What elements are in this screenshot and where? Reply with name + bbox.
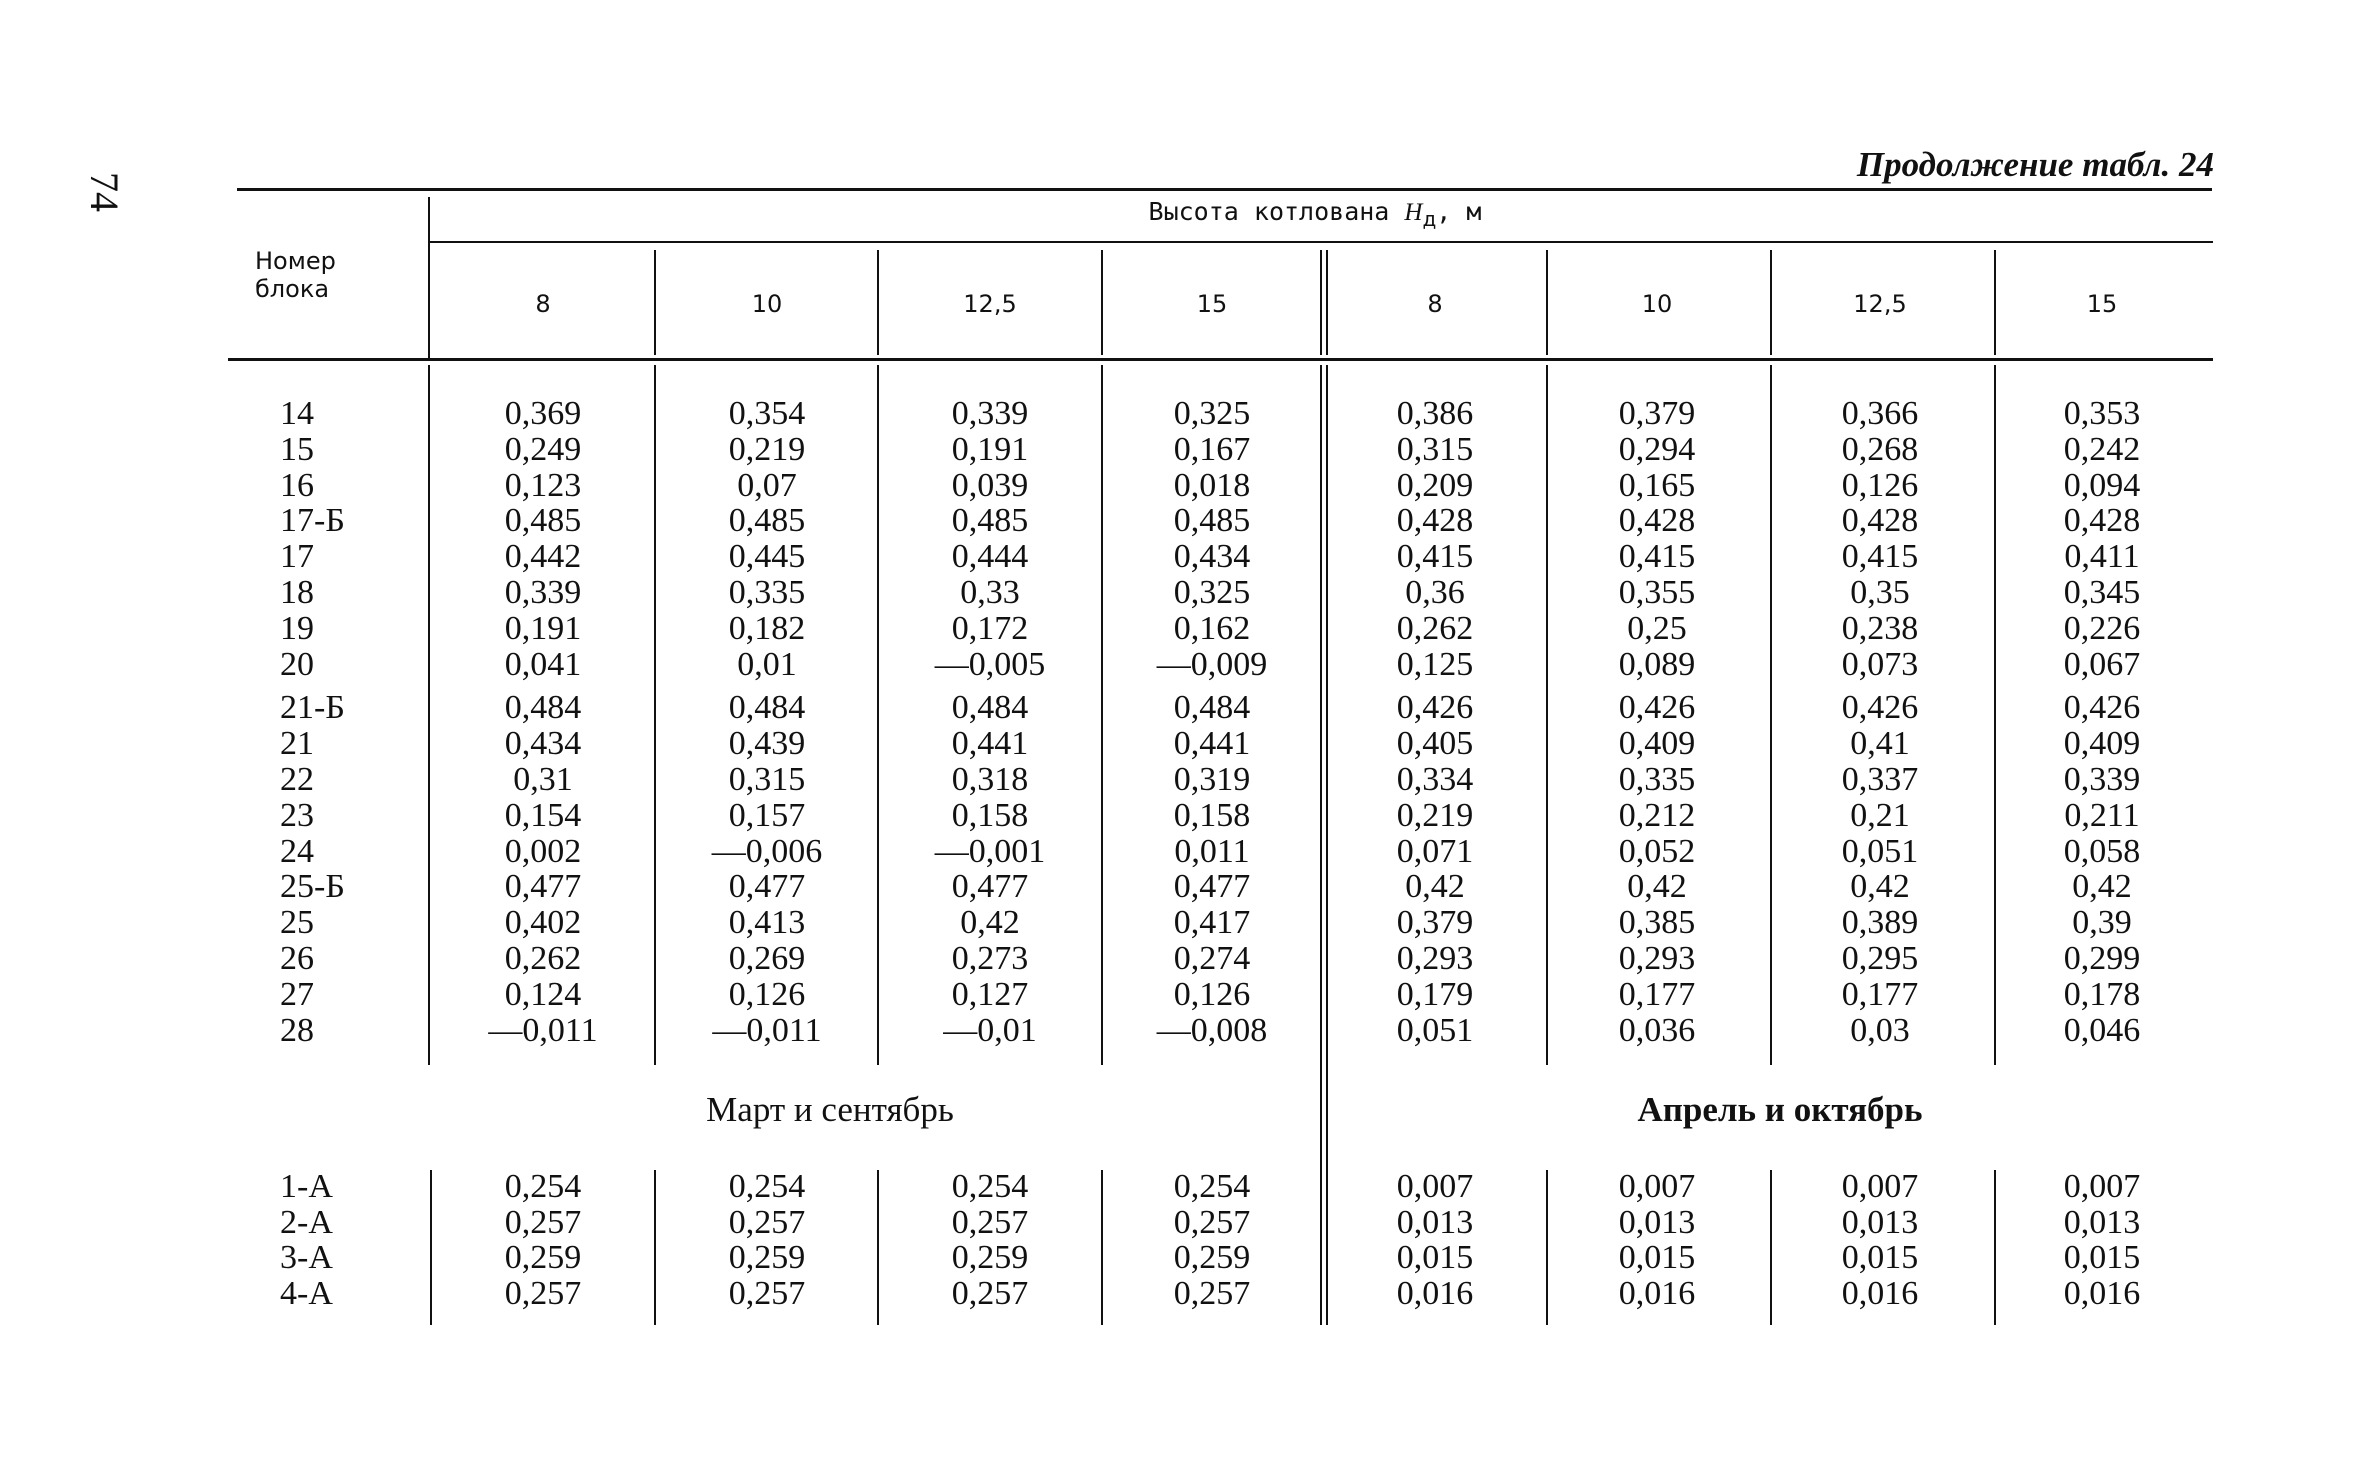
table-cell: 0,051 (1841, 832, 1919, 870)
table-cell: 0,426 (1396, 689, 1474, 727)
row-label: 17 (280, 538, 314, 576)
table-cell: 0,016 (1841, 1274, 1919, 1312)
table-cell: 0,417 (1173, 904, 1251, 942)
table-cell: 0,249 (504, 430, 582, 468)
table-cell: 0,039 (951, 466, 1029, 504)
height-title (425, 197, 2205, 231)
table-cell: 0,485 (1173, 502, 1251, 540)
table-cell: —0,011 (712, 1011, 822, 1049)
column-header: 12,5 (1853, 290, 1907, 318)
table-cell: 0,485 (951, 502, 1029, 540)
table-cell: 0,013 (1841, 1203, 1919, 1241)
table-cell: 0,426 (1618, 689, 1696, 727)
table-cell: 0,007 (1396, 1168, 1474, 1205)
table-cell: 0,007 (1618, 1168, 1696, 1205)
table-cell: 0,167 (1173, 430, 1251, 468)
table-cell: 0,011 (1174, 832, 1250, 870)
row-label: 18 (280, 574, 314, 611)
table-cell: 0,259 (504, 1239, 582, 1276)
table-cell: 0,339 (504, 574, 582, 611)
table-cell: 0,046 (2063, 1011, 2141, 1049)
table-cell: 0,238 (1841, 609, 1919, 647)
table-cell: —0,01 (943, 1011, 1037, 1049)
table-cell: 0,426 (1841, 689, 1919, 727)
row-label: 26 (280, 940, 314, 977)
table-cell: 0,41 (1850, 725, 1910, 763)
table-cell: 0,01 (737, 645, 797, 683)
table-cell: 0,257 (504, 1203, 582, 1241)
table-cell: 0,428 (1618, 502, 1696, 540)
table-cell: 0,295 (1841, 940, 1919, 977)
table-cell: 0,445 (728, 538, 806, 576)
table-cell: 0,273 (951, 940, 1029, 977)
height-title-suffix: , м (1436, 197, 1482, 226)
table-cell: 0,268 (1841, 430, 1919, 468)
divider-line (654, 365, 656, 1065)
table-cell: 0,165 (1618, 466, 1696, 504)
table-cell: 0,484 (728, 689, 806, 727)
row-label: 27 (280, 975, 314, 1013)
table-cell: 0,339 (2063, 761, 2141, 798)
row-label: 19 (280, 609, 314, 647)
table-cell: 0,36 (1405, 574, 1465, 611)
row-label: 16 (280, 466, 314, 504)
table-cell: 0,051 (1396, 1011, 1474, 1049)
table-cell: 0,089 (1618, 645, 1696, 683)
height-subscript: д (1422, 207, 1437, 231)
table-cell: 0,315 (1396, 430, 1474, 468)
table-cell: 0,127 (951, 975, 1029, 1013)
table-cell: 0,036 (1618, 1011, 1696, 1049)
table-cell: 0,405 (1396, 725, 1474, 763)
table-cell: 0,052 (1618, 832, 1696, 870)
column-header: 8 (1427, 290, 1443, 318)
table-cell: 0,402 (504, 904, 582, 942)
table-cell: 0,191 (504, 609, 582, 647)
table-cell: 0,259 (951, 1239, 1029, 1276)
table-cell: 0,123 (504, 466, 582, 504)
table-cell: 0,409 (1618, 725, 1696, 763)
table-cell: 0,191 (951, 430, 1029, 468)
table-cell: —0,001 (934, 832, 1046, 870)
row-label: 21 (280, 725, 314, 763)
table-cell: 0,162 (1173, 609, 1251, 647)
table-cell: 0,353 (2063, 395, 2141, 432)
table-cell: 0,439 (728, 725, 806, 763)
table-cell: 0,441 (1173, 725, 1251, 763)
table-cell: 0,413 (728, 904, 806, 942)
table-cell: 0,124 (504, 975, 582, 1013)
table-cell: 0,257 (1173, 1203, 1251, 1241)
table-cell: 0,442 (504, 538, 582, 576)
table-cell: 0,366 (1841, 395, 1919, 432)
table-cell: —0,006 (711, 832, 823, 870)
row-label: 2-А (280, 1203, 333, 1241)
table-cell: 0,293 (1396, 940, 1474, 977)
table-cell: 0,254 (504, 1168, 582, 1205)
divider-line (1770, 250, 1772, 355)
table-cell: 0,157 (728, 796, 806, 834)
table-cell: 0,257 (728, 1203, 806, 1241)
table-cell: 0,013 (2063, 1203, 2141, 1241)
table-cell: 0,415 (1618, 538, 1696, 576)
table-cell: 0,337 (1841, 761, 1919, 798)
table-cell: 0,254 (728, 1168, 806, 1205)
row-label: 25 (280, 904, 314, 942)
table-cell: 0,262 (504, 940, 582, 977)
table-cell: 0,058 (2063, 832, 2141, 870)
table-cell: 0,441 (951, 725, 1029, 763)
table-cell: 0,325 (1173, 395, 1251, 432)
table-cell: 0,379 (1618, 395, 1696, 432)
table-cell: 0,03 (1850, 1011, 1910, 1049)
table-cell: 0,319 (1173, 761, 1251, 798)
row-label: 28 (280, 1011, 314, 1049)
table-cell: 0,434 (504, 725, 582, 763)
table-cell: 0,25 (1627, 609, 1687, 647)
table-cell: 0,125 (1396, 645, 1474, 683)
table-cell: 0,485 (504, 502, 582, 540)
table-cell: 0,257 (951, 1203, 1029, 1241)
table-cell: 0,015 (1618, 1239, 1696, 1276)
table-cell: 0,015 (1841, 1239, 1919, 1276)
table-cell: 0,485 (728, 502, 806, 540)
table-cell: 0,379 (1396, 904, 1474, 942)
table-cell: 0,041 (504, 645, 582, 683)
table-cell: —0,008 (1156, 1011, 1268, 1049)
table-cell: 0,002 (504, 832, 582, 870)
table-cell: 0,428 (1396, 502, 1474, 540)
table-cell: 0,345 (2063, 574, 2141, 611)
divider-line (428, 197, 430, 359)
table-cell: 0,209 (1396, 466, 1474, 504)
table-cell: 0,257 (951, 1274, 1029, 1312)
table-cell: 0,211 (2064, 796, 2140, 834)
divider-line (877, 365, 879, 1065)
table-cell: 0,262 (1396, 609, 1474, 647)
row-label: 1-А (280, 1168, 333, 1205)
table-cell: 0,415 (1396, 538, 1474, 576)
table-cell: 0,179 (1396, 975, 1474, 1013)
divider-line (428, 365, 430, 1065)
table-cell: 0,269 (728, 940, 806, 977)
divider-line (877, 250, 879, 355)
table-cell: 0,016 (2063, 1274, 2141, 1312)
block-label-line1: Номер (255, 247, 336, 275)
divider-line (430, 1170, 432, 1325)
row-label: 20 (280, 645, 314, 683)
divider-line (1546, 250, 1548, 355)
section-title-right: Апрель и октябрь (1637, 1090, 1923, 1129)
table-cell: 0,257 (504, 1274, 582, 1312)
column-header: 15 (2086, 290, 2118, 318)
table-cell: 0,411 (2064, 538, 2140, 576)
column-header: 10 (1641, 290, 1673, 318)
table-cell: 0,294 (1618, 430, 1696, 468)
table-cell: 0,015 (1396, 1239, 1474, 1276)
page-number: 74 (82, 172, 127, 212)
table-cell: 0,355 (1618, 574, 1696, 611)
table-cell: 0,293 (1618, 940, 1696, 977)
divider-line (654, 250, 656, 355)
row-label: 24 (280, 832, 314, 870)
row-label: 17-Б (280, 502, 345, 540)
table-cell: 0,016 (1618, 1274, 1696, 1312)
table-cell: 0,172 (951, 609, 1029, 647)
table-cell: 0,015 (2063, 1239, 2141, 1276)
table-cell: 0,254 (1173, 1168, 1251, 1205)
header-bottom-rule (228, 358, 2213, 361)
table-cell: 0,259 (728, 1239, 806, 1276)
table-cell: 0,409 (2063, 725, 2141, 763)
top-rule (237, 188, 2212, 191)
height-title-prefix: Высота котлована (1148, 197, 1405, 226)
table-cell: 0,386 (1396, 395, 1474, 432)
table-cell: 0,242 (2063, 430, 2141, 468)
row-label: 23 (280, 796, 314, 834)
table-cell: 0,477 (951, 868, 1029, 906)
table-cell: 0,177 (1618, 975, 1696, 1013)
table-cell: 0,257 (1173, 1274, 1251, 1312)
row-label: 21-Б (280, 689, 345, 727)
table-cell: 0,226 (2063, 609, 2141, 647)
table-cell: 0,07 (737, 466, 797, 504)
table-cell: 0,426 (2063, 689, 2141, 727)
column-header: 15 (1196, 290, 1228, 318)
table-cell: 0,018 (1173, 466, 1251, 504)
table-cell: 0,177 (1841, 975, 1919, 1013)
table-cell: 0,016 (1396, 1274, 1474, 1312)
table-cell: 0,484 (1173, 689, 1251, 727)
table-cell: 0,154 (504, 796, 582, 834)
column-header: 10 (751, 290, 783, 318)
row-label: 14 (280, 395, 314, 432)
table-cell: —0,011 (488, 1011, 598, 1049)
divider-line (1994, 250, 1996, 355)
divider-line (877, 1170, 879, 1325)
table-cell: 0,484 (951, 689, 1029, 727)
table-cell: 0,126 (1841, 466, 1919, 504)
table-cell: 0,073 (1841, 645, 1919, 683)
divider-line (1326, 250, 1328, 355)
table-cell: 0,325 (1173, 574, 1251, 611)
table-cell: —0,005 (934, 645, 1046, 683)
table-cell: 0,254 (951, 1168, 1029, 1205)
section-title-left: Март и сентябрь (706, 1090, 954, 1129)
table-cell: 0,071 (1396, 832, 1474, 870)
table-cell: 0,007 (2063, 1168, 2141, 1205)
table-cell: 0,434 (1173, 538, 1251, 576)
table-cell: 0,315 (728, 761, 806, 798)
table-cell: 0,158 (951, 796, 1029, 834)
table-cell: 0,299 (2063, 940, 2141, 977)
row-label: 15 (280, 430, 314, 468)
table-cell: 0,126 (1173, 975, 1251, 1013)
table-cell: 0,39 (2072, 904, 2132, 942)
subheader-rule (428, 241, 2213, 243)
table-caption: Продолжение табл. 24 (1856, 145, 2214, 184)
table-cell: 0,182 (728, 609, 806, 647)
divider-line (654, 1170, 656, 1325)
table-cell: 0,444 (951, 538, 1029, 576)
divider-line (1320, 250, 1322, 355)
row-label: 4-А (280, 1274, 333, 1312)
table-cell: 0,274 (1173, 940, 1251, 977)
table-cell: 0,339 (951, 395, 1029, 432)
table-cell: 0,013 (1618, 1203, 1696, 1241)
table-cell: 0,094 (2063, 466, 2141, 504)
column-header: 12,5 (963, 290, 1017, 318)
table-cell: 0,42 (960, 904, 1020, 942)
height-variable: H (1404, 199, 1423, 226)
table-cell: 0,42 (1405, 868, 1465, 906)
table-cell: 0,007 (1841, 1168, 1919, 1205)
block-label-line2: блока (255, 275, 330, 303)
table-cell: 0,259 (1173, 1239, 1251, 1276)
divider-line (1101, 250, 1103, 355)
table-cell: 0,158 (1173, 796, 1251, 834)
table-cell: 0,335 (1618, 761, 1696, 798)
table-cell: 0,212 (1618, 796, 1696, 834)
table-cell: 0,31 (513, 761, 573, 798)
table-cell: 0,428 (2063, 502, 2141, 540)
column-header: 8 (535, 290, 551, 318)
table-cell: 0,257 (728, 1274, 806, 1312)
table-cell: 0,354 (728, 395, 806, 432)
table-cell: 0,42 (1627, 868, 1687, 906)
table-cell: 0,126 (728, 975, 806, 1013)
table-cell: 0,477 (1173, 868, 1251, 906)
row-label: 25-Б (280, 868, 345, 906)
table-cell: 0,219 (728, 430, 806, 468)
table-cell: 0,013 (1396, 1203, 1474, 1241)
table-cell: 0,477 (504, 868, 582, 906)
row-label: 22 (280, 761, 314, 798)
table-cell: 0,33 (960, 574, 1020, 611)
table-cell: 0,318 (951, 761, 1029, 798)
table-cell: 0,334 (1396, 761, 1474, 798)
table-cell: 0,35 (1850, 574, 1910, 611)
table-cell: 0,415 (1841, 538, 1919, 576)
table-cell: 0,335 (728, 574, 806, 611)
table-cell: 0,428 (1841, 502, 1919, 540)
table-cell: 0,21 (1850, 796, 1910, 834)
table-cell: 0,42 (2072, 868, 2132, 906)
table-cell: 0,369 (504, 395, 582, 432)
table-cell: —0,009 (1156, 645, 1268, 683)
table-cell: 0,219 (1396, 796, 1474, 834)
table-cell: 0,178 (2063, 975, 2141, 1013)
table-cell: 0,385 (1618, 904, 1696, 942)
table-cell: 0,484 (504, 689, 582, 727)
row-label: 3-А (280, 1239, 333, 1276)
table-cell: 0,42 (1850, 868, 1910, 906)
block-number-header (255, 247, 336, 303)
table-cell: 0,389 (1841, 904, 1919, 942)
table-cell: 0,477 (728, 868, 806, 906)
table-cell: 0,067 (2063, 645, 2141, 683)
